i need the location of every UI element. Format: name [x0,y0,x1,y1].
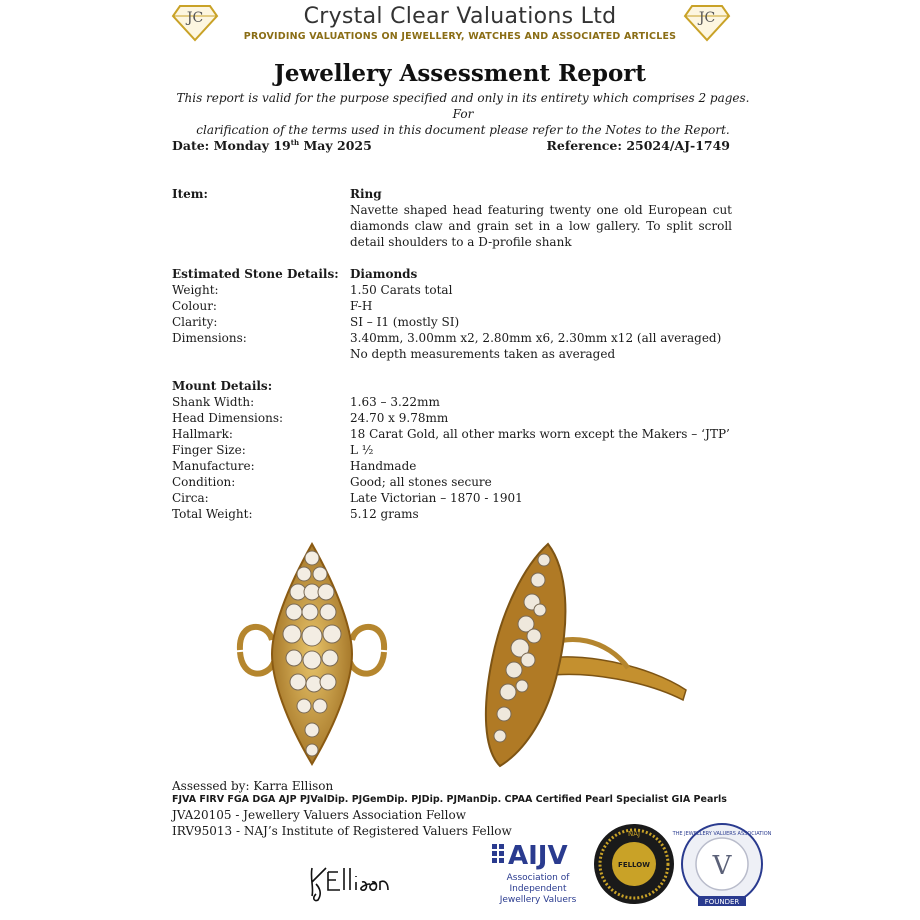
mount-detail-row-label: Finger Size: [172,443,246,457]
diamond-stone [322,650,338,666]
stone-detail-row [172,298,732,314]
date-rest: May 2025 [303,138,372,154]
stone-detail-row [172,314,732,330]
intro-line-2: clarification of the terms used in this document please refer to the Notes to the Report. [196,123,730,137]
svg-text:JC: JC [186,10,204,26]
aijv-badge [490,836,586,908]
svg-text:FOUNDER: FOUNDER [704,898,740,906]
mount-detail-row [172,442,732,458]
mount-detail-row-value: Good; all stones secure [350,475,492,489]
membership-jva: JVA20105 - Jewellery Valuers Association Fellow [172,808,466,822]
stone-detail-row [172,282,732,298]
reference-value: 25024/AJ-1749 [626,138,730,153]
naj-fellow-badge [592,822,676,906]
diamond-stone [320,604,336,620]
diamond-stone [286,650,302,666]
assessor-line: Assessed by: Karra Ellison [172,779,334,793]
mount-detail-row [172,458,732,474]
date-value: Monday 19 [213,138,291,154]
mount-detail-row-value: 24.70 x 9.78mm [350,411,449,425]
diamond-stone [313,699,327,713]
diamond-stone [521,653,535,667]
mount-detail-row [172,506,732,522]
stone-details-label: Estimated Stone Details: [172,267,339,281]
diamond-stone [302,626,322,646]
svg-text:Independent: Independent [509,884,567,894]
diamond-stone [313,567,327,581]
svg-text:Jewellery Valuers: Jewellery Valuers [499,895,577,905]
diamond-stone [323,625,341,643]
ring-photo-front [228,540,396,768]
reference-label: Reference: [546,138,622,153]
diamond-stone [303,651,321,669]
mount-detail-row-value: 5.12 grams [350,507,419,521]
stone-type: Diamonds [350,267,418,281]
stone-detail-row-label: Dimensions: [172,331,247,345]
diamond-stone [318,584,334,600]
jva-founder-badge [672,822,772,910]
assessor-signature [306,858,392,902]
mount-detail-row-value: L ½ [350,443,374,457]
stone-detail-row-value: 1.50 Carats total [350,283,453,297]
intro-line-1: This report is valid for the purpose specified and only in its entirety which comprises 2 pages. For [176,91,750,121]
stone-detail-row-label: Weight: [172,283,219,297]
item-section [172,186,732,250]
item-label: Item: [172,187,208,201]
diamond-stone [506,662,522,678]
stone-detail-row-label: Clarity: [172,315,218,329]
mount-detail-row [172,426,732,442]
mount-detail-row-value: 1.63 – 3.22mm [350,395,440,409]
ring-photo-side [478,540,692,768]
svg-text:NAJ: NAJ [627,830,641,838]
mount-details-label: Mount Details: [172,379,273,393]
mount-detail-row [172,410,732,426]
diamond-stone [283,625,301,643]
stone-detail-row [172,346,732,362]
item-value: Ring [350,187,382,201]
mount-detail-row-label: Total Weight: [172,507,253,521]
report-intro [168,90,758,138]
diamond-stone [516,680,528,692]
assessor-qualifications: FJVA FIRV FGA DGA AJP PJValDip. PJGemDip. PJDip. PJManDip. CPAA Certified Pearl Specialist GIA Pearls [172,794,727,805]
diamond-stone [320,674,336,690]
stone-detail-row-value: 3.40mm, 3.00mm x2, 2.80mm x6, 2.30mm x12 (all averaged) [350,331,722,345]
item-description: Navette shaped head featuring twenty one old European cut diamonds claw and grain set in a low gallery. To split scroll detail shoulders to a D-profile shank [350,203,732,249]
diamond-stone [527,629,541,643]
svg-text:AIJV: AIJV [508,841,568,871]
stone-detail-row-value: SI – I1 (mostly SI) [350,315,460,329]
diamond-stone [297,699,311,713]
stone-details-section [172,266,732,362]
report-date [172,138,372,153]
diamond-stone [538,554,550,566]
stone-detail-row-value: No depth measurements taken as averaged [350,347,616,361]
svg-text:FELLOW: FELLOW [618,861,650,869]
diamond-stone [305,551,319,565]
diamond-stone [290,674,306,690]
mount-detail-row [172,394,732,410]
membership-irv: IRV95013 - NAJ’s Institute of Registered Valuers Fellow [172,824,512,838]
mount-details-section [172,378,732,522]
report-title: Jewellery Assessment Report [273,60,647,87]
mount-detail-row-label: Condition: [172,475,236,489]
company-tagline: PROVIDING VALUATIONS ON JEWELLERY, WATCHES AND ASSOCIATED ARTICLES [243,31,677,42]
svg-text:V: V [712,851,732,881]
mount-detail-row-value: Handmade [350,459,417,473]
svg-text:Association of: Association of [506,873,570,883]
diamond-stone [302,604,318,620]
diamond-stone [494,730,506,742]
diamond-stone [305,723,319,737]
svg-text:JC: JC [698,10,716,26]
mount-detail-row-value: Late Victorian – 1870 - 1901 [350,491,523,505]
diamond-stone [297,567,311,581]
mount-detail-row-label: Circa: [172,491,209,505]
date-label: Date: [172,138,210,154]
diamond-stone [534,604,546,616]
mount-detail-row-label: Head Dimensions: [172,411,284,425]
diamond-stone [500,684,516,700]
mount-detail-row-label: Shank Width: [172,395,255,409]
mount-detail-row-label: Hallmark: [172,427,233,441]
diamond-stone [531,573,545,587]
diamond-stone [286,604,302,620]
date-suffix: th [290,138,300,147]
mount-detail-row [172,490,732,506]
stone-detail-row-label: Colour: [172,299,217,313]
report-reference [547,138,731,153]
company-name: Crystal Clear Valuations Ltd [303,4,617,29]
diamond-stone [306,676,322,692]
stone-detail-row-label [172,346,350,362]
svg-text:THE JEWELLERY VALUERS ASSOCIAT: THE JEWELLERY VALUERS ASSOCIATION [672,831,772,837]
mount-detail-row-value: 18 Carat Gold, all other marks worn except the Makers – ‘JTP’ [350,427,730,441]
stone-detail-row-value: F-H [350,299,373,313]
diamond-stone [306,744,318,756]
mount-detail-row-label: Manufacture: [172,459,255,473]
stone-detail-row [172,330,732,346]
mount-detail-row [172,474,732,490]
diamond-stone [497,707,511,721]
